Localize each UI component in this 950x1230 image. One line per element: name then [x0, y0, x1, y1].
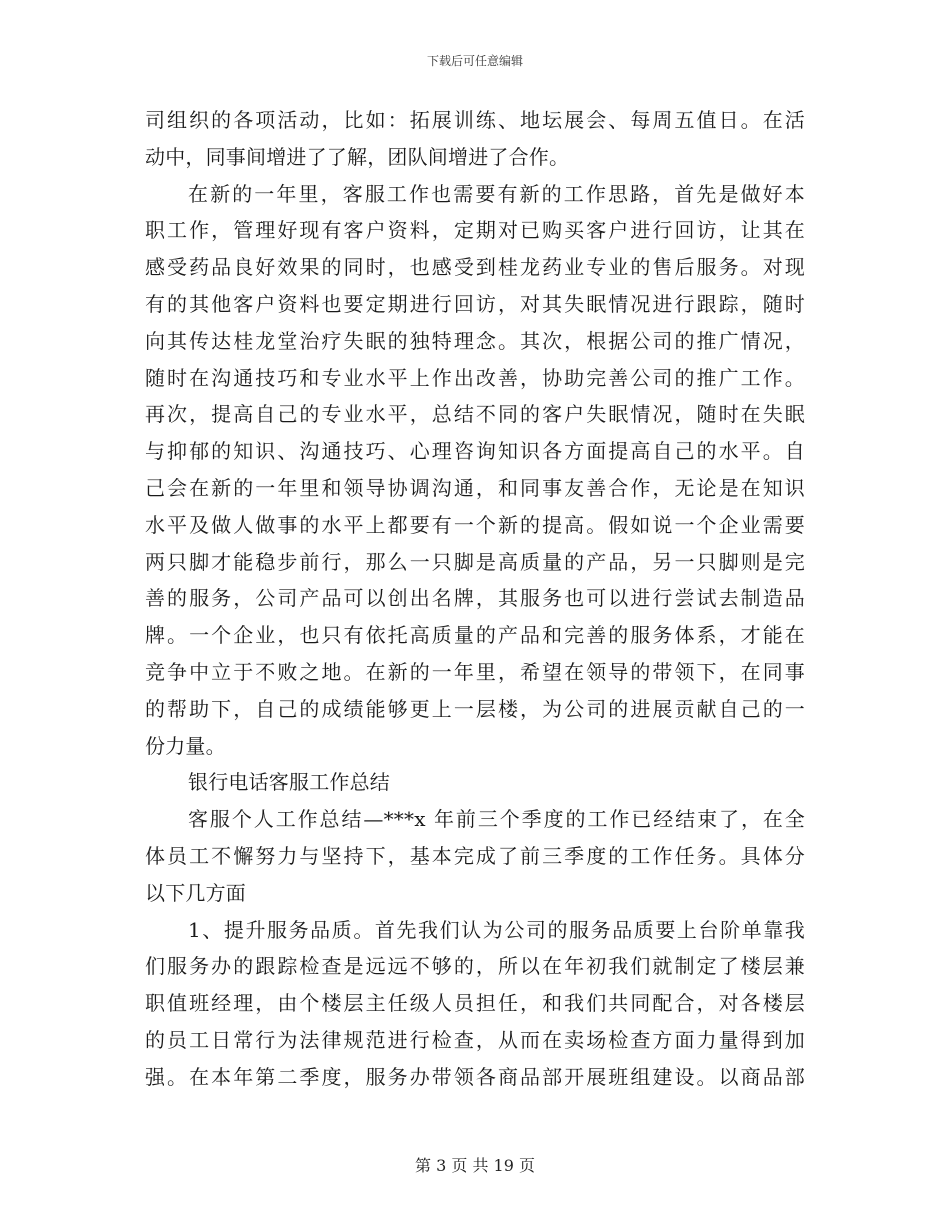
text-line: 份力量。 [145, 733, 226, 758]
text-line: 己会在新的一年里和领导协调沟通，和同事友善合作，无论是在知识 [145, 475, 805, 500]
text-line: 的员工日常行为法律规范进行检查，从而在卖场检查方面力量得到加 [145, 1027, 805, 1052]
text-line: 司组织的各项活动，比如：拓展训练、地坛展会、每周五值日。在活 [145, 108, 805, 132]
section-heading: 银行电话客服工作总结 [188, 770, 390, 795]
text-line: 在新的一年里，客服工作也需要有新的工作思路，首先是做好本 [188, 181, 805, 206]
text-line: 体员工不懈努力与坚持下，基本完成了前三季度的工作任务。具体分 [145, 843, 805, 868]
text-line: 以下几方面 [145, 880, 246, 905]
text-line: 向其传达桂龙堂治疗失眠的独特理念。其次，根据公司的推广情况， [145, 328, 805, 353]
text-line: 强。在本年第二季度，服务办带领各商品部开展班组建设。以商品部 [145, 1064, 805, 1089]
page-header: 下载后可任意编辑 [426, 54, 523, 68]
text-line: 随时在沟通技巧和专业水平上作出改善，协助完善公司的推广工作。 [145, 365, 805, 390]
text-line: 客服个人工作总结—***x 年前三个季度的工作已经结束了，在全 [188, 807, 805, 832]
text-line: 竞争中立于不败之地。在新的一年里，希望在领导的带领下，在同事 [145, 659, 805, 684]
text-line: 有的其他客户资料也要定期进行回访，对其失眠情况进行跟踪，随时 [145, 291, 805, 316]
text-line: 动中，同事间增进了了解，团队间增进了合作。 [145, 144, 570, 169]
text-line: 职值班经理，由个楼层主任级人员担任，和我们共同配合，对各楼层 [145, 991, 805, 1016]
text-line: 职工作，管理好现有客户资料，定期对已购买客户进行回访，让其在 [145, 218, 805, 243]
page-number: 第 3 页 共 19 页 [415, 1156, 535, 1175]
text-line: 与抑郁的知识、沟通技巧、心理咨询知识各方面提高自己的水平。自 [145, 439, 805, 464]
text-line: 的帮助下，自己的成绩能够更上一层楼，为公司的进展贡献自己的一 [145, 696, 805, 721]
text-line: 1、提升服务品质。首先我们认为公司的服务品质要上台阶单靠我 [188, 917, 805, 942]
text-line: 牌。一个企业，也只有依托高质量的产品和完善的服务体系，才能在 [145, 623, 805, 648]
text-line: 两只脚才能稳步前行，那么一只脚是高质量的产品，另一只脚则是完 [145, 549, 805, 574]
text-line: 感受药品良好效果的同时，也感受到桂龙药业专业的售后服务。对现 [145, 255, 805, 280]
text-line: 们服务办的跟踪检查是远远不够的，所以在年初我们就制定了楼层兼 [145, 954, 805, 979]
text-line: 再次，提高自己的专业水平，总结不同的客户失眠情况，随时在失眠 [145, 402, 805, 427]
text-line: 善的服务，公司产品可以创出名牌，其服务也可以进行尝试去制造品 [145, 586, 805, 611]
document-body [145, 102, 805, 1096]
text-line: 水平及做人做事的水平上都要有一个新的提高。假如说一个企业需要 [145, 512, 805, 537]
